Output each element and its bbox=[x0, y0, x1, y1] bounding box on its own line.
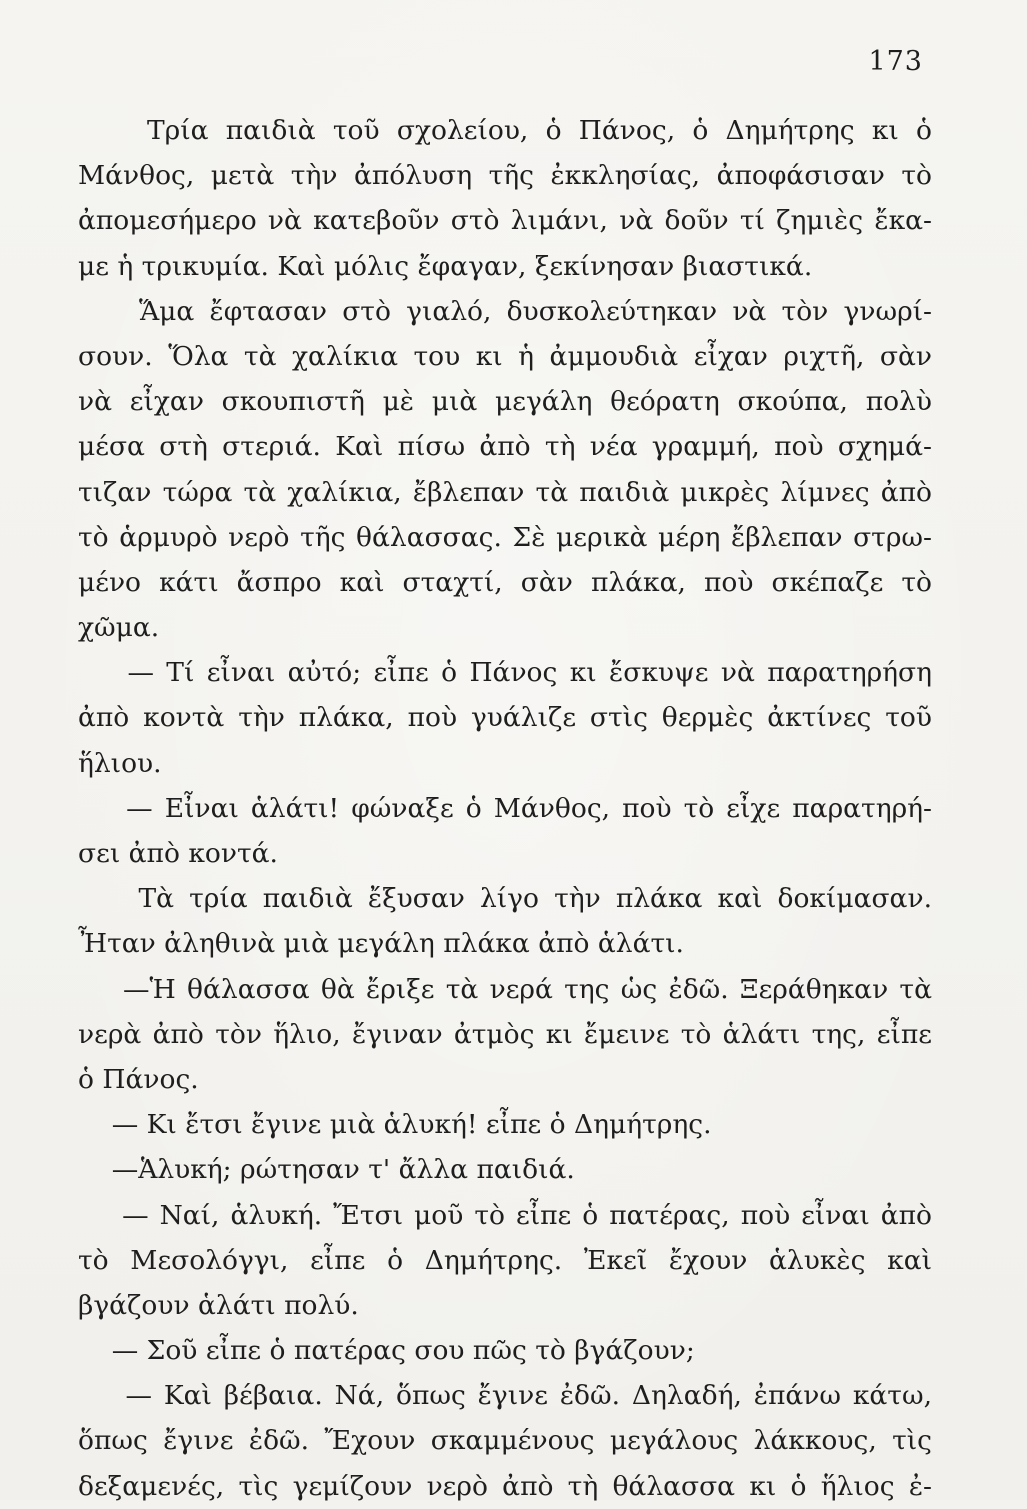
text-line: σει ἀπὸ κοντά. bbox=[78, 838, 278, 869]
text-line: —Ἡ θάλασσα θὰ ἔριξε τὰ νερά της ὡς ἐδῶ. Ξεράθηκαν τὰ bbox=[78, 973, 932, 1005]
text-line: ἀπὸ κοντὰ τὴν πλάκα, ποὺ γυάλιζε στὶς θερμὲς ἀκτίνες τοῦ bbox=[78, 702, 932, 734]
body-text bbox=[78, 108, 932, 1509]
page-number: 173 bbox=[868, 46, 923, 77]
text-line: τὸ ἁρμυρὸ νερὸ τῆς θάλασσας. Σὲ μερικὰ μέρη ἔβλεπαν στρω- bbox=[78, 521, 932, 553]
text-line: τιζαν τώρα τὰ χαλίκια, ἔβλεπαν τὰ παιδιὰ μικρὲς λίμνες ἀπὸ bbox=[78, 476, 932, 508]
text-line: ἥλιου. bbox=[78, 747, 162, 779]
text-line: — Εἶναι ἁλάτι! φώναξε ὁ Μάνθος, ποὺ τὸ εἶχε παρατηρή- bbox=[78, 792, 932, 824]
text-line: Μάνθος, μετὰ τὴν ἀπόλυση τῆς ἐκκλησίας, ἀποφάσισαν τὸ bbox=[78, 160, 932, 192]
text-line: μέσα στὴ στεριά. Καὶ πίσω ἀπὸ τὴ νέα γραμμή, ποὺ σχημά- bbox=[78, 431, 932, 463]
text-line: — Ναί, ἁλυκή. Ἔτσι μοῦ τὸ εἶπε ὁ πατέρας, ποὺ εἶναι ἀπὸ bbox=[78, 1199, 932, 1231]
text-line: Ἅμα ἔφτασαν στὸ γιαλό, δυσκολεύτηκαν νὰ τὸν γνωρί- bbox=[78, 295, 932, 327]
text-line: ὁ Πάνος. bbox=[78, 1063, 199, 1095]
text-line: σουν. Ὅλα τὰ χαλίκια του κι ἡ ἀμμουδιὰ εἶχαν ριχτῆ, σὰν bbox=[78, 340, 932, 372]
text-line: με ἡ τρικυμία. Καὶ μόλις ἔφαγαν, ξεκίνησαν βιαστικά. bbox=[78, 250, 813, 282]
text-line: Τὰ τρία παιδιὰ ἔξυσαν λίγο τὴν πλάκα καὶ δοκίμασαν. bbox=[78, 883, 932, 915]
text-line: Τρία παιδιὰ τοῦ σχολείου, ὁ Πάνος, ὁ Δημήτρης κι ὁ bbox=[78, 115, 932, 146]
text-line: — Τί εἶναι αὐτό; εἶπε ὁ Πάνος κι ἔσκυψε νὰ παρατηρήση bbox=[78, 657, 932, 689]
text-line: ὅπως ἔγινε ἐδῶ. Ἔχουν σκαμμένους μεγάλους λάκκους, τὶς bbox=[78, 1425, 932, 1457]
text-line: μένο κάτι ἄσπρο καὶ σταχτί, σὰν πλάκα, ποὺ σκέπαζε τὸ bbox=[78, 566, 932, 598]
text-line: ἀπομεσήμερο νὰ κατεβοῦν στὸ λιμάνι, νὰ δοῦν τί ζημιὲς ἔκα- bbox=[78, 205, 932, 237]
text-line: νὰ εἶχαν σκουπιστῆ μὲ μιὰ μεγάλη θεόρατη σκούπα, πολὺ bbox=[78, 386, 932, 418]
text-line: τὸ Μεσολόγγι, εἶπε ὁ Δημήτρης. Ἐκεῖ ἔχουν ἁλυκὲς καὶ bbox=[78, 1244, 932, 1276]
text-line: — Κι ἔτσι ἔγινε μιὰ ἁλυκή! εἶπε ὁ Δημήτρης. bbox=[78, 1109, 712, 1141]
text-line: νερὰ ἀπὸ τὸν ἥλιο, ἔγιναν ἀτμὸς κι ἔμεινε τὸ ἁλάτι της, εἶπε bbox=[78, 1018, 932, 1050]
text-line: Ἦταν ἀληθινὰ μιὰ μεγάλη πλάκα ἀπὸ ἁλάτι. bbox=[78, 928, 684, 960]
text-line: — Σοῦ εἶπε ὁ πατέρας σου πῶς τὸ βγάζουν; bbox=[78, 1335, 695, 1367]
text-line: — Καὶ βέβαια. Νά, ὅπως ἔγινε ἐδῶ. Δηλαδή, ἐπάνω κάτω, bbox=[78, 1380, 932, 1412]
text-line: δεξαμενές, τὶς γεμίζουν νερὸ ἀπὸ τὴ θάλασσα κι ὁ ἥλιος ἐ- bbox=[78, 1470, 932, 1502]
text-line: βγάζουν ἁλάτι πολύ. bbox=[78, 1289, 359, 1321]
text-line: —Ἁλυκή; ρώτησαν τ' ἄλλα παιδιά. bbox=[78, 1154, 575, 1186]
text-line: χῶμα. bbox=[78, 612, 160, 644]
